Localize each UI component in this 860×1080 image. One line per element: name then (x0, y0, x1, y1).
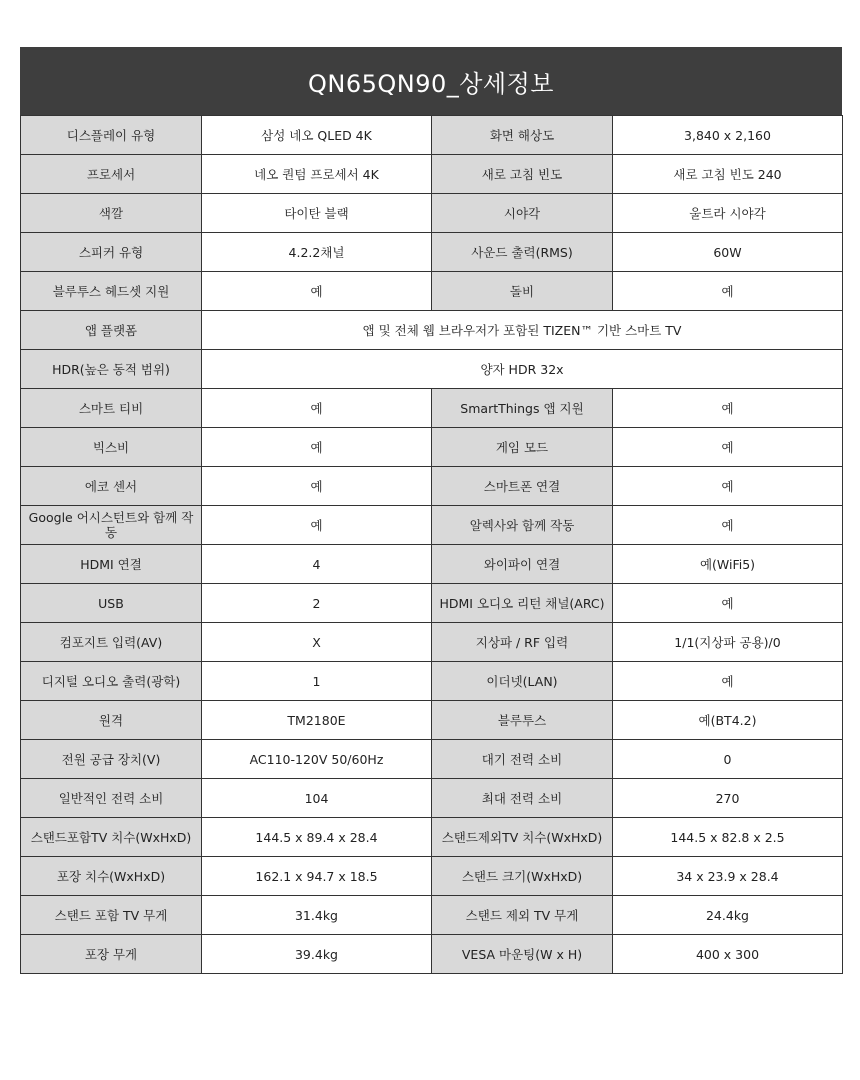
spec-row (21, 155, 843, 194)
spec-value: 144.5 x 82.8 x 2.5 (613, 818, 843, 857)
spec-value: 60W (613, 233, 843, 272)
spec-label: 이더넷(LAN) (432, 662, 613, 701)
spec-label: 지상파 / RF 입력 (432, 623, 613, 662)
spec-label: 스탠드 크기(WxHxD) (432, 857, 613, 896)
spec-row (21, 935, 843, 974)
spec-value: 예 (202, 467, 432, 506)
spec-value: 예 (613, 428, 843, 467)
spec-label: 스탠드 제외 TV 무게 (432, 896, 613, 935)
spec-label: 블루투스 (432, 701, 613, 740)
spec-label: 대기 전력 소비 (432, 740, 613, 779)
spec-label: 색깔 (21, 194, 202, 233)
spec-row (21, 818, 843, 857)
spec-label: 원격 (21, 701, 202, 740)
spec-table (20, 115, 843, 974)
spec-label: 최대 전력 소비 (432, 779, 613, 818)
spec-value: 앱 및 전체 웹 브라우저가 포함된 TIZEN™ 기반 스마트 TV (202, 311, 843, 350)
spec-label: 앱 플랫폼 (21, 311, 202, 350)
spec-label: 에코 센서 (21, 467, 202, 506)
spec-label: 시야각 (432, 194, 613, 233)
spec-label: 디지털 오디오 출력(광학) (21, 662, 202, 701)
spec-value: 예 (202, 389, 432, 428)
spec-row (21, 896, 843, 935)
spec-row (21, 779, 843, 818)
spec-label: 일반적인 전력 소비 (21, 779, 202, 818)
spec-value: 예 (613, 584, 843, 623)
spec-row (21, 467, 843, 506)
spec-label: 스탠드제외TV 치수(WxHxD) (432, 818, 613, 857)
spec-row (21, 857, 843, 896)
spec-value: 162.1 x 94.7 x 18.5 (202, 857, 432, 896)
spec-value: 네오 퀀텀 프로세서 4K (202, 155, 432, 194)
spec-value: 새로 고침 빈도 240 (613, 155, 843, 194)
spec-value: 39.4kg (202, 935, 432, 974)
spec-row (21, 194, 843, 233)
spec-value: 예(BT4.2) (613, 701, 843, 740)
spec-sheet (20, 47, 842, 974)
spec-label: 알렉사와 함께 작동 (432, 506, 613, 545)
spec-label: 스마트 티비 (21, 389, 202, 428)
spec-label: 스마트폰 연결 (432, 467, 613, 506)
spec-value: 예 (613, 662, 843, 701)
spec-value: 400 x 300 (613, 935, 843, 974)
spec-value: 예 (202, 428, 432, 467)
spec-value: 예 (613, 467, 843, 506)
spec-row (21, 389, 843, 428)
spec-value: 4 (202, 545, 432, 584)
spec-label: 돌비 (432, 272, 613, 311)
spec-value: 예 (202, 506, 432, 545)
spec-label: 빅스비 (21, 428, 202, 467)
spec-value: 2 (202, 584, 432, 623)
spec-label: 스탠드포함TV 치수(WxHxD) (21, 818, 202, 857)
spec-label: 프로세서 (21, 155, 202, 194)
spec-label: SmartThings 앱 지원 (432, 389, 613, 428)
spec-value: 삼성 네오 QLED 4K (202, 116, 432, 155)
spec-label: 스탠드 포함 TV 무게 (21, 896, 202, 935)
spec-label: 블루투스 헤드셋 지원 (21, 272, 202, 311)
spec-label: 포장 무게 (21, 935, 202, 974)
spec-value: 4.2.2채널 (202, 233, 432, 272)
spec-row (21, 428, 843, 467)
spec-value: 31.4kg (202, 896, 432, 935)
spec-row (21, 545, 843, 584)
spec-value: 예(WiFi5) (613, 545, 843, 584)
spec-label: 화면 해상도 (432, 116, 613, 155)
spec-label: HDMI 연결 (21, 545, 202, 584)
spec-row (21, 311, 843, 350)
spec-row (21, 233, 843, 272)
spec-label: 와이파이 연결 (432, 545, 613, 584)
spec-value: 1/1(지상파 공용)/0 (613, 623, 843, 662)
spec-label: USB (21, 584, 202, 623)
spec-label: 컴포지트 입력(AV) (21, 623, 202, 662)
spec-label: 게임 모드 (432, 428, 613, 467)
spec-label: HDMI 오디오 리턴 채널(ARC) (432, 584, 613, 623)
spec-row (21, 272, 843, 311)
spec-label: 디스플레이 유형 (21, 116, 202, 155)
spec-value: 0 (613, 740, 843, 779)
spec-value: AC110-120V 50/60Hz (202, 740, 432, 779)
spec-title: QN65QN90_상세정보 (20, 47, 842, 115)
spec-value: 울트라 시야각 (613, 194, 843, 233)
spec-value: TM2180E (202, 701, 432, 740)
spec-value: 예 (613, 389, 843, 428)
spec-value: 양자 HDR 32x (202, 350, 843, 389)
spec-value: 예 (613, 506, 843, 545)
spec-row (21, 623, 843, 662)
spec-label: VESA 마운팅(W x H) (432, 935, 613, 974)
spec-value: X (202, 623, 432, 662)
spec-row (21, 701, 843, 740)
spec-value: 24.4kg (613, 896, 843, 935)
spec-value: 104 (202, 779, 432, 818)
spec-value: 예 (202, 272, 432, 311)
spec-row (21, 584, 843, 623)
spec-label: Google 어시스턴트와 함께 작동 (21, 506, 202, 545)
spec-label: 사운드 출력(RMS) (432, 233, 613, 272)
spec-value: 1 (202, 662, 432, 701)
spec-value: 예 (613, 272, 843, 311)
spec-label: HDR(높은 동적 범위) (21, 350, 202, 389)
spec-label: 전원 공급 장치(V) (21, 740, 202, 779)
spec-label: 포장 치수(WxHxD) (21, 857, 202, 896)
spec-value: 3,840 x 2,160 (613, 116, 843, 155)
spec-table-body (21, 116, 843, 974)
spec-value: 144.5 x 89.4 x 28.4 (202, 818, 432, 857)
spec-row (21, 662, 843, 701)
spec-row (21, 740, 843, 779)
spec-value: 타이탄 블랙 (202, 194, 432, 233)
spec-row (21, 116, 843, 155)
spec-row (21, 506, 843, 545)
spec-label: 스피커 유형 (21, 233, 202, 272)
spec-label: 새로 고침 빈도 (432, 155, 613, 194)
spec-value: 34 x 23.9 x 28.4 (613, 857, 843, 896)
spec-row (21, 350, 843, 389)
spec-value: 270 (613, 779, 843, 818)
